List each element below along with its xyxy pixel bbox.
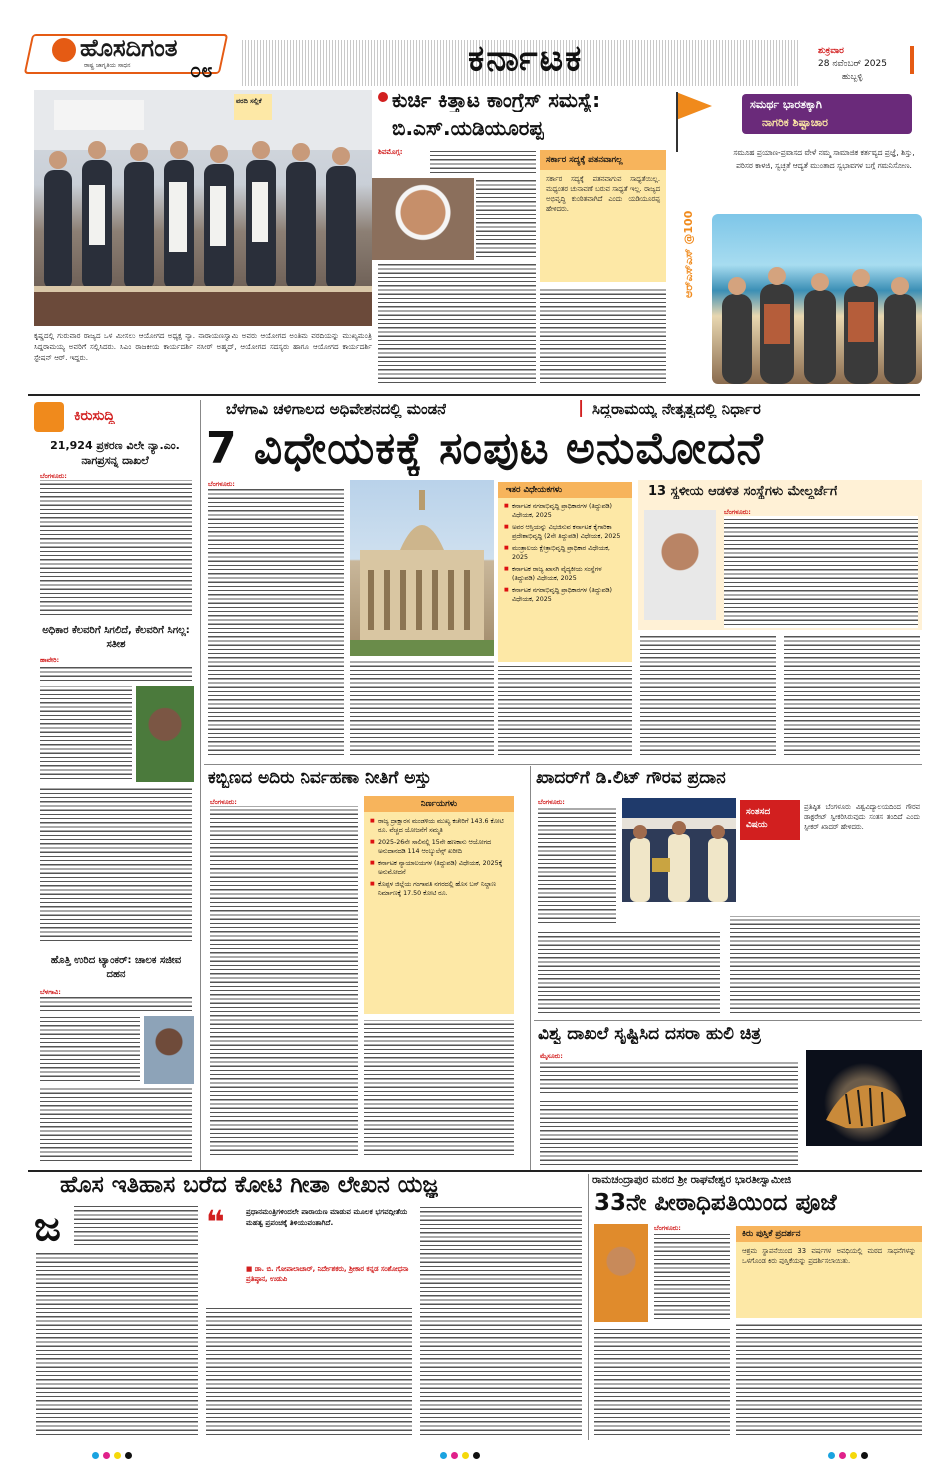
local-bodies-body-2 [640, 636, 776, 758]
local-bodies-headline: 13 ಸ್ಥಳೀಯ ಆಡಳಿತ ಸಂಸ್ಥೆಗಳು ಮೇಲ್ದರ್ಜೆಗೆ [648, 484, 838, 499]
yeddy-dot [378, 92, 388, 102]
report-submission-photo [34, 90, 372, 326]
kabbina-headline: ಕಬ್ಬಿಣದ ಅದಿರು ನಿರ್ವಹಣಾ ನೀತಿಗೆ ಅಸ್ತು [208, 768, 432, 788]
kabbina-dateline: ಬೆಂಗಳೂರು: [210, 798, 237, 806]
math-headline: 33ನೇ ಪೀಠಾಧಿಪತಿಯಿಂದ ಪೂಜೆ [594, 1190, 837, 1216]
yeddy-body-3 [378, 262, 536, 386]
kabbina-body-col1 [210, 806, 358, 1158]
minister-photo [644, 510, 716, 620]
yeddy-headline-1: ಕುರ್ಚಿ ಕಿತ್ತಾಟ ಕಾಂಗ್ರೆಸ್ ಸಮಸ್ಯೆ: [392, 88, 601, 112]
issue-date: 28 ನವೆಂಬರ್ 2025 [818, 59, 887, 69]
ad-tourists-photo [712, 214, 922, 384]
yeddy-box-text: ಸರ್ಕಾರ ಸದ್ಯಕ್ಕೆ ಪತನವಾಗುವ ಸಾಧ್ಯತೆಯಿಲ್ಲ. ಮಧ್ಯಂತರ ಚುನಾವಣೆ ಬರುವ ಸಾಧ್ಯತೆ ಇಲ್ಲ. ರಾಜ್ಯದ ಅಭಿವೃದ್ಧಿ ಕುಂಠಿತವಾಗಿದೆ ಎಂದು ಯಡಿಯೂರಪ್ಪ ಹೇಳಿದರು. [546, 175, 660, 213]
khadar-body-col2 [538, 930, 720, 1016]
kirusuddi-item3-body-2 [40, 1016, 140, 1084]
math-body-col2 [736, 1322, 922, 1438]
satish-photo [136, 686, 194, 782]
yeddy-headline-2: ಬಿ.ಎಸ್.ಯಡಿಯೂರಪ್ಪ [392, 116, 544, 140]
kirusuddi-item2-headline: ಅಧಿಕಾರ ಕೆಲವರಿಗೆ ಸಿಗಲಿದೆ, ಕೆಲವರಿಗೆ ಸಿಗಲ್ಲ: ಸತೀಶ [42, 625, 190, 650]
yeddy-body-4 [540, 288, 666, 386]
local-bodies-dateline: ಬೆಂಗಳೂರು: [724, 508, 751, 516]
edge-marker [910, 46, 914, 74]
bill-item: ■ ಕರ್ನಾಟಕ ನಗರಾಭಿವೃದ್ಧಿ ಪ್ರಾಧಿಕಾರಗಳ (ತಿದ್ದುಪಡಿ) ವಿಧೇಯಕ, 2025 [504, 502, 626, 520]
section-title: ಕರ್ನಾಟಕ [468, 38, 584, 79]
decision-item: ■ 2025-26ನೇ ಸಾಲಿನಲ್ಲಿ 15ನೇ ಹಣಕಾಸು ಆಯೋಗದ ಅನುದಾನದಡಿ 114 ಆಂಬ್ಯುಲೆನ್ಸ್ ಖರೀದಿ [370, 838, 508, 856]
bill-item: ■ ಅವರ ಆಸ್ತಿಯನ್ನು ವಿಭಜಿಸುವ ಕರ್ನಾಟಕ ಕೈಗಾರಿಕಾ ಪ್ರದೇಶಾಭಿವೃದ್ಧಿ (2ನೇ ತಿದ್ದುಪಡಿ) ವಿಧೇಯಕ, 2025 [504, 523, 626, 541]
ad-flag-icon [676, 92, 712, 120]
math-body-col1b [594, 1326, 730, 1438]
ad-body: ಸಮೂಹ ಪ್ರಯಾಣ-ಪ್ರವಾಸದ ವೇಳೆ ನಮ್ಮ ಸಾಮಾಜಿಕ ಕರ್ತವ್ಯದ ಪ್ರಜ್ಞೆ, ಶಿಸ್ತು, ಪರಿಸರ ಕಾಳಜಿ, ಸ್ವಚ್ಛತೆ ಆದ್ಯತೆ ಮುಂತಾದ ಸ್ವಭಾವಗಳ ಬಗ್ಗೆ ಗಮನಿಸೋಣ. [733, 148, 915, 170]
kirusuddi-item1-headline: 21,924 ಪ್ರಕರಣ ವಿಲೇ ನ್ಯಾ.ಎಂ. ನಾಗಪ್ರಸನ್ನ ದಾಖಲೆ [50, 439, 180, 467]
decision-item: ■ ಕರ್ನಾಟಕ ನ್ಯಾಯಾಲಯಗಳ (ತಿದ್ದುಪಡಿ) ವಿಧೇಯಕ, 2025ಕ್ಕೆ ಅನುಮೋದನೆ [370, 859, 508, 877]
lead-body-col3 [498, 666, 632, 758]
divider-tiger [534, 1020, 922, 1021]
local-bodies-body-1 [724, 516, 918, 628]
geetha-body-col2 [206, 1306, 412, 1438]
geetha-quote: ಪ್ರಧಾನಮಂತ್ರಿಗಳಿಂದಲೇ ಪಾರಾಯಣ ಮಾಡುವ ಮೂಲಕ ಭಗವದ್ಗೀತೆಯ ಮಹತ್ವ ಪ್ರಪಂಚಕ್ಕೆ ತಿಳಿಯುವಂತಾಗಿದೆ. [246, 1207, 408, 1227]
yeddy-body-2 [476, 178, 536, 260]
khadar-body-col1 [538, 806, 616, 926]
logo-sun-icon [52, 38, 76, 62]
driver-photo [144, 1016, 194, 1084]
yeddy-photo [372, 178, 474, 260]
ad-line-1: ಸಮರ್ಥ ಭಾರತಕ್ಕಾಗಿ [750, 98, 822, 111]
bills-box-title: ಇತರ ವಿಧೇಯಕಗಳು [498, 482, 632, 498]
khadar-box-title: ಸಂತಸದ ವಿಷಯ [740, 800, 800, 840]
geetha-quote-attrib: ■ ಡಾ. ಬಿ. ಗೋಪಾಲಾಚಾರ್, ನಿರ್ದೇಶಕರು, ಶ್ರೀಕಾರ ಕನ್ನಡ ಸಂಶೋಧನಾ ಪ್ರತಿಷ್ಠಾನ, ಉಡುಪಿ [246, 1265, 409, 1283]
kirusuddi-item1-body [40, 480, 192, 618]
lead-headline: 7 ವಿಧೇಯಕಕ್ಕೆ ಸಂಪುಟ ಅನುಮೋದನೆ [206, 423, 764, 474]
ad-vertical-text: ಆರ್‌ಎಸ್‌ಎಸ್ @100 [682, 210, 695, 298]
lead-dateline: ಬೆಂಗಳೂರು: [208, 480, 235, 488]
kirusuddi-label: ಕಿರುಸುದ್ದಿ [74, 408, 115, 424]
issue-day: ಶುಕ್ರವಾರ [818, 46, 844, 56]
kirusuddi-item2-body-3 [40, 786, 192, 944]
bill-item: ■ ಕರ್ನಾಟಕ ನಗರಾಭಿವೃದ್ಧಿ ಪ್ರಾಧಿಕಾರಗಳ (ತಿದ್ದುಪಡಿ) ವಿಧೇಯಕ, 2025 [504, 586, 626, 604]
yeddy-dateline: ಶಿವಮೊಗ್ಗ: [378, 148, 403, 156]
ad-flag-pole [676, 92, 678, 152]
yeddy-body-1 [430, 150, 536, 176]
math-box-title: ಕಿರು ಪುಸ್ತಿಕೆ ಪ್ರದರ್ಶನ [736, 1226, 922, 1242]
divider-mid [204, 764, 922, 765]
decisions-box-title: ನಿರ್ಣಯಗಳು [364, 796, 514, 812]
tiger-dateline: ಮೈಸೂರು: [540, 1052, 563, 1060]
page-number: ೦೮ [190, 58, 213, 82]
yeddy-box [540, 150, 666, 282]
khadar-headline: ಖಾದರ್‌ಗೆ ಡಿ.ಲಿಟ್ ಗೌರವ ಪ್ರದಾನ [536, 768, 726, 788]
khadar-dateline: ಬೆಂಗಳೂರು: [538, 798, 565, 806]
swamiji-photo [594, 1224, 648, 1322]
geetha-body-col1b [36, 1250, 198, 1438]
lead-kicker-left: ಬೆಳಗಾವಿ ಚಳಿಗಾಲದ ಅಧಿವೇಶನದಲ್ಲಿ ಮಂಡನೆ [226, 400, 447, 418]
lead-kicker-right: ಸಿದ್ದರಾಮಯ್ಯ ನೇತೃತ್ವದಲ್ಲಿ ನಿರ್ಧಾರ [592, 400, 761, 418]
local-bodies-body-3 [784, 636, 920, 758]
math-body-col1a [654, 1232, 730, 1322]
tiger-photo [806, 1050, 922, 1146]
vidhana-soudha-photo [350, 480, 494, 656]
report-caption: ಕೃಷ್ಣದಲ್ಲಿ ಗುರುವಾರ ರಾಜ್ಯದ ಒಳ ಮೀಸಲು ಆಯೋಗದ ಅಧ್ಯಕ್ಷ ನ್ಯಾ. ನಾರಾಯಣಸ್ವಾಮಿ ಅವರು ಆಯೋಗದ ಅಂತಿಮ ವರದಿಯನ್ನು ಮುಖ್ಯಮಂತ್ರಿ ಸಿದ್ದರಾಮಯ್ಯ ಅವರಿಗೆ ಸಲ್ಲಿಸಿದರು. ಸಿಎಂ ರಾಜಕೀಯ ಕಾರ್ಯದರ್ಶಿ ನಸೀರ್ ಅಹ್ಮದ್, ಆಯೋಗದ ಸದಸ್ಯರು ಹಾಗೂ ಆಯೋಗದ ಕಾರ್ಯದರ್ಶಿ ಸ್ಟೇಷನ್ ಆರ್. ಇದ್ದರು. [34, 331, 372, 362]
kirusuddi-item2-body-1 [40, 664, 192, 684]
lead-kicker-sep: | [578, 398, 585, 418]
math-box-text: ಆಶ್ರಮ ಸ್ಥಾಪನೆಯಿಂದ 33 ವರ್ಷಗಳ ಅವಧಿಯಲ್ಲಿ ಮಠದ ಸಾಧನೆಗಳನ್ನು ಒಳಗೊಂಡ ಕಿರು ಪುಸ್ತಿಕೆಯನ್ನು ಪ್ರದರ್ಶಿಸಲಾಯಿತು. [742, 1247, 916, 1265]
bills-list [498, 498, 632, 611]
khadar-photo [622, 798, 736, 902]
kirusuddi-item3-headline: ಹೊತ್ತಿ ಉರಿದ ಟ್ಯಾಂಕರ್: ಚಾಲಕ ಸಜೀವ ದಹನ [50, 955, 182, 980]
paper-tagline: ರಾಷ್ಟ್ರ ಜಾಗೃತಿಯ ಸಾಧನ [84, 62, 131, 69]
kabbina-rule [530, 766, 531, 1170]
khadar-body-col3 [730, 916, 920, 1016]
kirusuddi-item3-dateline: ಬೆಳಗಾವಿ: [40, 988, 61, 996]
tiger-body-2 [540, 1100, 798, 1168]
report-badge: ವರದಿ ಸಲ್ಲಿಕೆ [234, 94, 272, 120]
geetha-rule [588, 1174, 589, 1440]
divider-top [28, 394, 920, 396]
geetha-body-col3 [420, 1206, 582, 1438]
math-box [736, 1226, 922, 1318]
paper-name: ಹೊಸದಿಗಂತ [80, 34, 178, 62]
kirusuddi-item2-body-2 [40, 686, 132, 782]
kirusuddi-fist-icon [34, 402, 64, 432]
geetha-drop-cap: ಜ [34, 1204, 61, 1250]
ad-line-2: ನಾಗರಿಕ ಶಿಷ್ಟಾಚಾರ [762, 116, 828, 129]
yeddy-box-title: ಸರ್ಕಾರ ಸದ್ಯಕ್ಕೆ ಪತನವಾಗಲ್ಲ [540, 150, 666, 170]
kirusuddi-rule [200, 400, 201, 1170]
registration-dots-right [828, 1444, 872, 1463]
registration-dots-center [440, 1444, 484, 1463]
geetha-quote-icon: ❝ [206, 1203, 225, 1241]
decision-item: ■ ರಾಜ್ಯ ದ್ರಾಕ್ಷಾರಸ ಮಂಡಳಿಯ ಮುಖ್ಯ ಕಚೇರಿಗೆ 143.6 ಕೋಟಿ ರೂ. ವೆಚ್ಚದ ಯೋಜನೆಗೆ ಸಮ್ಮತಿ [370, 817, 508, 835]
geetha-headline: ಹೊಸ ಇತಿಹಾಸ ಬರೆದ ಕೋಟಿ ಗೀತಾ ಲೇಖನ ಯಜ್ಞ [60, 1172, 438, 1198]
decisions-list [364, 812, 514, 906]
geetha-body-col1 [74, 1206, 198, 1248]
khadar-box [740, 800, 922, 912]
kirusuddi-item3-body-1 [40, 996, 192, 1014]
lead-body-col2 [350, 660, 494, 758]
math-dateline: ಬೆಂಗಳೂರು: [654, 1224, 681, 1232]
masthead [0, 0, 945, 86]
rss-ad [672, 88, 922, 384]
kirusuddi-column [30, 398, 196, 1010]
bills-box [498, 482, 632, 662]
kabbina-body-col2 [364, 1020, 514, 1158]
kirusuddi-item2-dateline: ಹಾವೇರಿ: [40, 656, 60, 664]
decision-item: ■ ಕೊಪ್ಪಳ ಜಿಲ್ಲೆಯ ಗಂಗಾವತಿ ನಗರದಲ್ಲಿ ಹೊಸ ಬಸ್ ನಿಲ್ದಾಣ ನಿರ್ಮಾಣಕ್ಕೆ 17.50 ಕೋಟಿ ರೂ. [370, 880, 508, 898]
registration-dots-left [92, 1444, 136, 1463]
decisions-box [364, 796, 514, 1014]
kirusuddi-item1-dateline: ಬೆಂಗಳೂರು: [40, 472, 67, 480]
bill-item: ■ ಮಂತ್ರಾಲಯ ಕ್ಷೇತ್ರಾಭಿವೃದ್ಧಿ ಪ್ರಾಧಿಕಾರ ವಿಧೇಯಕ, 2025 [504, 544, 626, 562]
khadar-box-text: ಪ್ರತಿಷ್ಠಿತ ಬೆಂಗಳೂರು ವಿಶ್ವವಿದ್ಯಾಲಯದಿಂದ ಗೌರವ ಡಾಕ್ಟರೇಟ್ ಸ್ವೀಕರಿಸಿರುವುದು ಸಂತಸ ತಂದಿದೆ ಎಂದು ಸ್ಪೀಕರ್ ಖಾದರ್ ಹೇಳಿದರು. [804, 803, 920, 831]
math-kicker: ರಾಮಚಂದ್ರಾಪುರ ಮಠದ ಶ್ರೀ ರಾಘವೇಶ್ವರ ಭಾರತೀಸ್ವಾಮೀಜಿ [592, 1174, 792, 1186]
lead-body-col1 [208, 488, 344, 758]
kirusuddi-item3-body-3 [40, 1088, 192, 1164]
issue-city: ಹುಬ್ಬಳ್ಳಿ [842, 72, 863, 82]
bill-item: ■ ಕರ್ನಾಟಕ ರಾಜ್ಯ ಖಾಸಗಿ ವೈದ್ಯಕೀಯ ಸಂಸ್ಥೆಗಳ (ತಿದ್ದುಪಡಿ) ವಿಧೇಯಕ, 2025 [504, 565, 626, 583]
tiger-body-1 [540, 1060, 798, 1096]
tiger-headline: ವಿಶ್ವ ದಾಖಲೆ ಸೃಷ್ಟಿಸಿದ ದಸರಾ ಹುಲಿ ಚಿತ್ರ [538, 1024, 762, 1044]
